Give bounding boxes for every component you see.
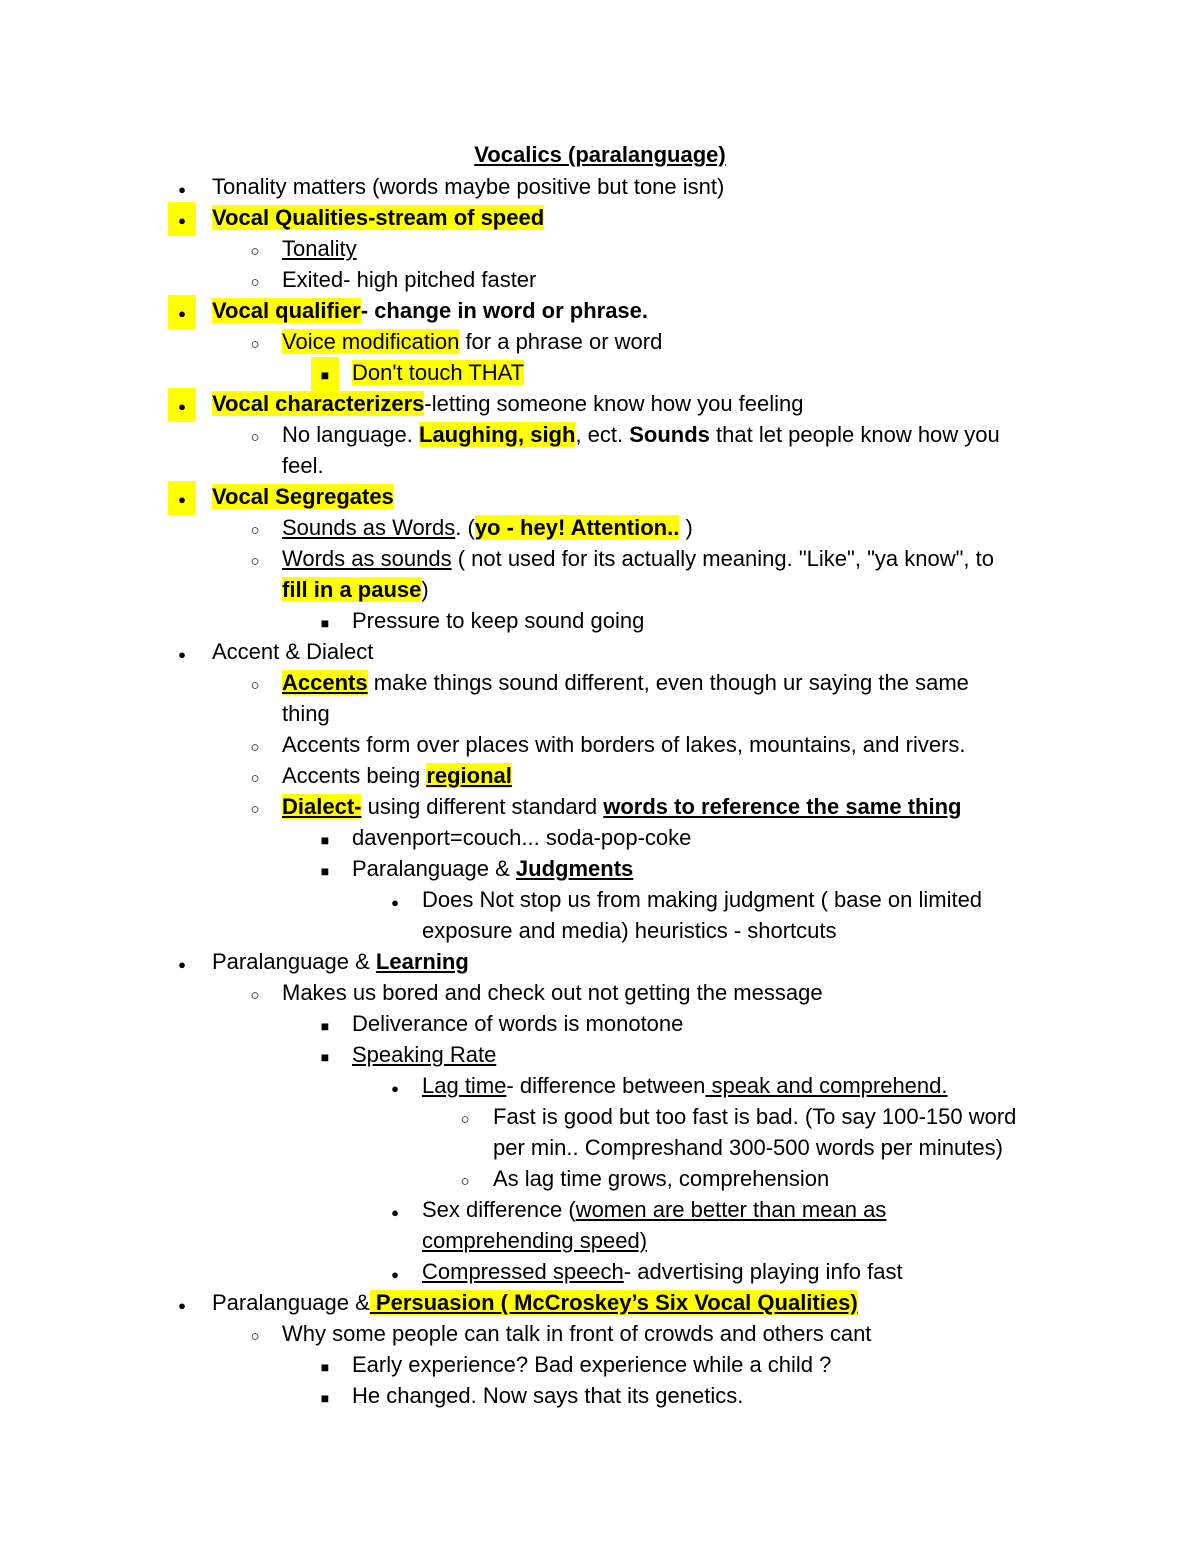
text-segment: Paralanguage &	[212, 1290, 370, 1315]
bullet-disc-icon	[168, 295, 196, 329]
outline-line	[282, 233, 357, 264]
bullet-disc-icon	[385, 884, 405, 918]
text-segment: Sounds	[629, 422, 710, 447]
text-segment: exposure and media) heuristics - shortcuts	[422, 918, 837, 943]
text-segment: thing	[282, 701, 330, 726]
bullet-disc-icon	[168, 388, 196, 422]
bullet-sq-icon	[315, 1039, 335, 1073]
outline-line	[352, 853, 633, 884]
text-segment: Makes us bored and check out not getting the message	[282, 980, 823, 1005]
outline-line	[282, 977, 823, 1008]
outline-line	[212, 1287, 858, 1318]
outline-line	[352, 357, 524, 388]
text-segment: Sex difference (	[422, 1197, 576, 1222]
text-segment: Lag time	[422, 1073, 507, 1098]
outline-line	[282, 512, 693, 543]
text-segment: . (	[455, 515, 475, 540]
outline-line	[422, 915, 837, 946]
bullet-circ-icon	[245, 419, 265, 453]
outline-line	[212, 295, 648, 326]
text-segment: davenport=couch... soda-pop-coke	[352, 825, 692, 850]
outline-line	[212, 636, 373, 667]
bullet-circ-icon	[245, 791, 265, 825]
outline-line	[422, 1225, 647, 1256]
bullet-disc-icon	[168, 202, 196, 236]
bullet-sq-icon	[315, 1008, 335, 1042]
text-segment: for a phrase or word	[459, 329, 663, 354]
text-segment: Laughing, sigh	[419, 422, 576, 447]
outline-line	[493, 1101, 1016, 1132]
text-segment: Accents form over places with borders of lakes, mountains, and rivers.	[282, 732, 966, 757]
outline-line	[282, 729, 966, 760]
bullet-circ-icon	[455, 1101, 475, 1135]
outline-line	[282, 1318, 871, 1349]
bullet-sq-icon	[315, 1380, 335, 1414]
text-segment: Accents	[282, 670, 368, 695]
outline-line	[212, 388, 804, 419]
text-segment: Exited- high pitched faster	[282, 267, 537, 292]
outline-line	[282, 667, 969, 698]
text-segment: words to reference the same thing	[603, 794, 962, 819]
text-segment: Early experience? Bad experience while a child ?	[352, 1352, 832, 1377]
outline-line	[282, 264, 536, 295]
bullet-circ-icon	[245, 233, 265, 267]
outline-line	[282, 543, 994, 574]
text-segment: Words as sounds	[282, 546, 452, 571]
text-segment: )	[679, 515, 693, 540]
text-segment: Dialect-	[282, 794, 362, 819]
text-segment: Does Not stop us from making judgment ( base on limited	[422, 887, 983, 912]
text-segment: He changed. Now says that its genetics.	[352, 1383, 744, 1408]
bullet-circ-icon	[245, 977, 265, 1011]
text-segment: - change in word or phrase.	[360, 298, 649, 323]
text-segment: Fast is good but too fast is bad. (To say 100-150 word	[493, 1104, 1017, 1129]
bullet-circ-icon	[245, 512, 265, 546]
bullet-circ-icon	[245, 264, 265, 298]
outline-line	[352, 1380, 743, 1411]
bullet-disc-icon	[168, 481, 196, 515]
outline-line	[352, 1349, 831, 1380]
text-segment: Vocal Qualities-stream of speed	[212, 205, 545, 230]
text-segment: speak and comprehend.	[705, 1073, 948, 1098]
outline-line	[282, 791, 961, 822]
text-segment: -letting someone know how you feeling	[424, 391, 804, 416]
bullet-disc-icon	[385, 1256, 405, 1290]
bullet-circ-icon	[245, 326, 265, 360]
outline-line	[282, 574, 429, 605]
bullet-circ-icon	[245, 729, 265, 763]
outline-line	[352, 822, 691, 853]
bullet-sq-icon	[315, 822, 335, 856]
outline-line	[352, 1039, 496, 1070]
document-title: Vocalics (paralanguage)	[474, 142, 726, 167]
text-segment: Vocal qualifier	[212, 298, 361, 323]
text-segment: No language.	[282, 422, 419, 447]
outline-line	[212, 946, 469, 977]
bullet-sq-icon	[315, 1349, 335, 1383]
outline-line	[212, 171, 724, 202]
text-segment: Learning	[375, 949, 469, 974]
bullet-circ-icon	[245, 667, 265, 701]
bullet-disc-icon	[385, 1070, 405, 1104]
bullet-disc-icon	[172, 946, 192, 980]
text-segment: Compressed speech	[422, 1259, 624, 1284]
bullet-disc-icon	[385, 1194, 405, 1228]
outline-line	[422, 1256, 903, 1287]
bullet-disc-icon	[172, 636, 192, 670]
text-segment: Don't touch THAT	[352, 360, 525, 385]
bullet-circ-icon	[245, 1318, 265, 1352]
bullet-sq-icon	[315, 605, 335, 639]
outline-line	[282, 450, 324, 481]
text-segment: Why some people can talk in front of crowds and others cant	[282, 1321, 872, 1346]
bullet-sq-icon	[315, 853, 335, 887]
text-segment: - advertising playing info fast	[623, 1259, 903, 1284]
outline-line	[282, 760, 512, 791]
outline-line	[212, 481, 394, 512]
text-segment: using different standard	[361, 794, 604, 819]
text-segment: feel.	[282, 453, 324, 478]
outline-line	[493, 1163, 829, 1194]
text-segment: , ect.	[575, 422, 630, 447]
text-segment: Tonality matters (words maybe positive but tone isnt)	[212, 174, 725, 199]
text-segment: Sounds as Words	[282, 515, 456, 540]
text-segment: Accents being	[282, 763, 427, 788]
text-segment: Paralanguage &	[212, 949, 376, 974]
outline-line	[282, 698, 330, 729]
text-segment: fill in a pause	[282, 577, 422, 602]
text-segment: - difference between	[506, 1073, 706, 1098]
text-segment: Vocal characterizers	[212, 391, 425, 416]
bullet-circ-icon	[455, 1163, 475, 1197]
text-segment: Tonality	[282, 236, 357, 261]
text-segment: make things sound different, even though ur saying the same	[367, 670, 969, 695]
outline-line	[422, 1070, 948, 1101]
text-segment: Persuasion ( McCroskey’s Six Vocal Qualities)	[369, 1290, 858, 1315]
outline-line	[493, 1132, 1003, 1163]
outline-line	[282, 419, 1000, 450]
bullet-disc-icon	[172, 171, 192, 205]
text-segment: Accent & Dialect	[212, 639, 374, 664]
outline-line	[282, 326, 662, 357]
text-segment: regional	[426, 763, 512, 788]
text-segment: As lag time grows, comprehension	[493, 1166, 830, 1191]
text-segment: that let people know how you	[709, 422, 1000, 447]
text-segment: ( not used for its actually meaning. "Like", "ya know", to	[451, 546, 994, 571]
outline-line	[212, 202, 544, 233]
text-segment: Paralanguage &	[352, 856, 516, 881]
bullet-circ-icon	[245, 543, 265, 577]
text-segment: Vocal Segregates	[212, 484, 394, 509]
text-segment: women are better than mean as	[575, 1197, 887, 1222]
text-segment: Pressure to keep sound going	[352, 608, 645, 633]
bullet-disc-icon	[172, 1287, 192, 1321]
outline-line	[352, 1008, 683, 1039]
text-segment: yo - hey! Attention..	[474, 515, 680, 540]
text-segment: Voice modification	[282, 329, 460, 354]
text-segment: per min.. Compreshand 300-500 words per minutes)	[493, 1135, 1003, 1160]
outline-line	[422, 884, 982, 915]
text-segment: Judgments	[515, 856, 634, 881]
outline-line	[422, 1194, 886, 1225]
outline-line	[352, 605, 644, 636]
text-segment: Speaking Rate	[352, 1042, 497, 1067]
text-segment: )	[421, 577, 429, 602]
bullet-circ-icon	[245, 760, 265, 794]
text-segment: comprehending speed)	[422, 1228, 648, 1253]
bullet-sq-icon	[311, 357, 339, 391]
text-segment: Deliverance of words is monotone	[352, 1011, 684, 1036]
